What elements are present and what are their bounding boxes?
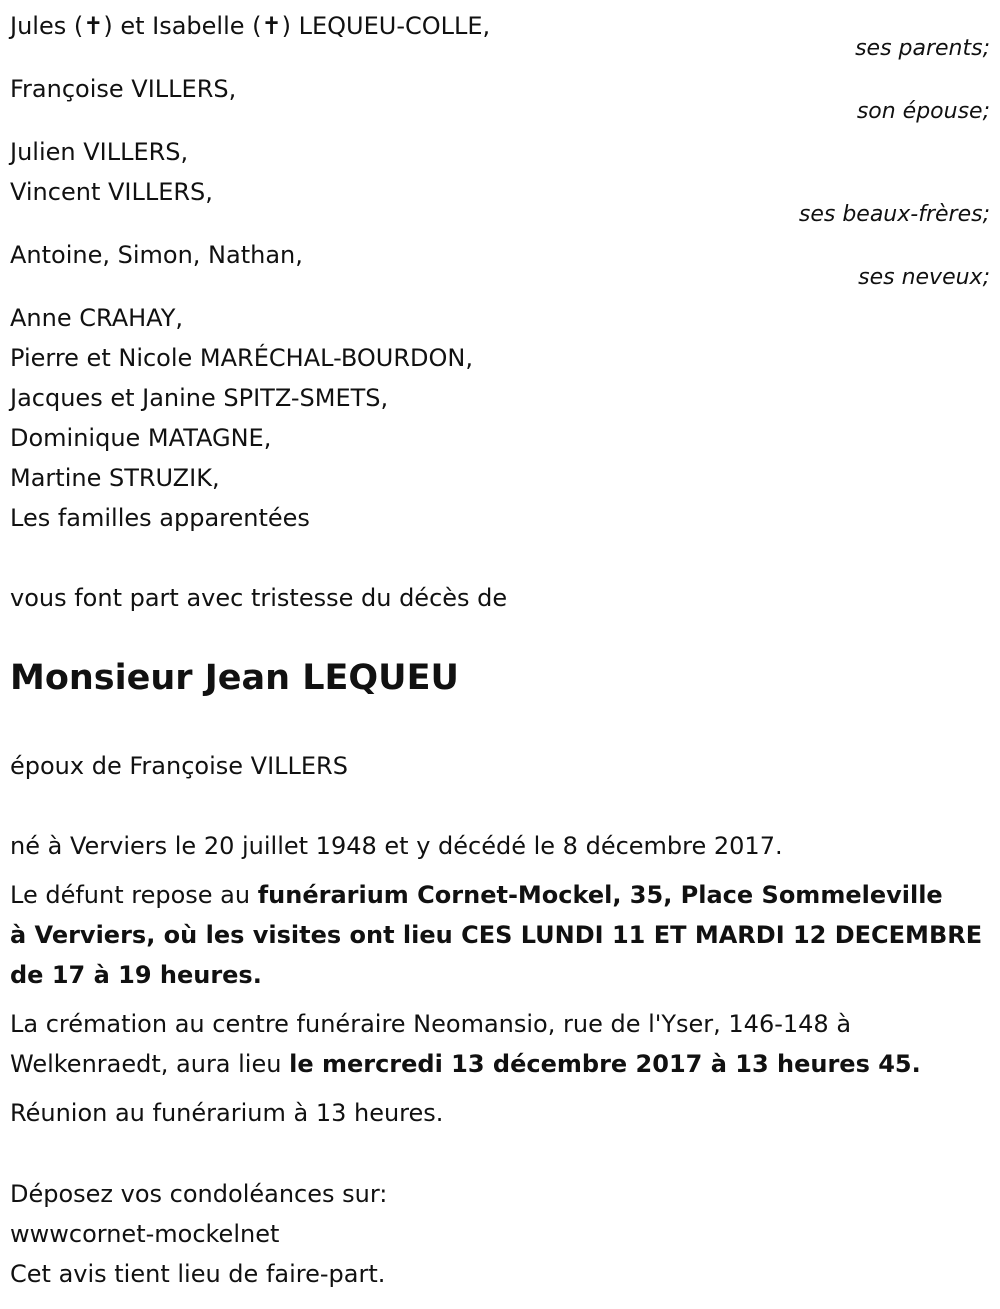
brother-in-law-1: Julien VILLERS, <box>10 138 189 166</box>
reunion: Réunion au funérarium à 13 heures. <box>10 1099 444 1127</box>
other-relative-3: Jacques et Janine SPITZ-SMETS, <box>10 384 389 412</box>
cremation-line-1: La crémation au centre funéraire Neomansio, rue de l'Yser, 146-148 à <box>10 1010 852 1038</box>
nephews-role: ses neveux; <box>858 265 990 290</box>
brothers-in-law-role: ses beaux-frères; <box>798 202 990 227</box>
other-relative-1: Anne CRAHAY, <box>10 304 184 332</box>
other-relative-5: Martine STRUZIK, <box>10 464 220 492</box>
closing: Cet avis tient lieu de faire-part. <box>10 1260 386 1288</box>
cremation-plain: Welkenraedt, aura lieu <box>10 1050 290 1078</box>
repose-line-1 <box>10 880 943 910</box>
spouse-of: époux de Françoise VILLERS <box>10 752 348 780</box>
condolences-site[interactable]: wwwcornet-mockelnet <box>10 1220 280 1248</box>
nephews-line: Antoine, Simon, Nathan, <box>10 241 303 269</box>
parents-role: ses parents; <box>855 36 990 61</box>
other-relative-6: Les familles apparentées <box>10 504 310 532</box>
spouse-role: son épouse; <box>856 99 990 124</box>
birth-death: né à Verviers le 20 juillet 1948 et y décédé le 8 décembre 2017. <box>10 832 783 860</box>
repose-bold-3: de 17 à 19 heures. <box>10 961 262 989</box>
parents-line: Jules (✝) et Isabelle (✝) LEQUEU-COLLE, <box>10 12 491 40</box>
cremation-line-2 <box>10 1049 921 1079</box>
repose-intro: Le défunt repose au <box>10 881 258 909</box>
brother-in-law-2: Vincent VILLERS, <box>10 178 213 206</box>
deceased-name: Monsieur Jean LEQUEU <box>10 658 459 698</box>
other-relative-4: Dominique MATAGNE, <box>10 424 272 452</box>
other-relative-2: Pierre et Nicole MARÉCHAL-BOURDON, <box>10 344 473 372</box>
repose-bold-1: funérarium Cornet-Mockel, 35, Place Sommeleville <box>257 881 943 909</box>
condolences-intro: Déposez vos condoléances sur: <box>10 1180 388 1208</box>
death-notice <box>10 0 990 1309</box>
cremation-bold: le mercredi 13 décembre 2017 à 13 heures 45. <box>289 1050 921 1078</box>
spouse-line: Françoise VILLERS, <box>10 75 237 103</box>
announcement: vous font part avec tristesse du décès de <box>10 584 508 612</box>
repose-bold-2: à Verviers, où les visites ont lieu CES LUNDI 11 ET MARDI 12 DECEMBRE <box>10 921 983 949</box>
